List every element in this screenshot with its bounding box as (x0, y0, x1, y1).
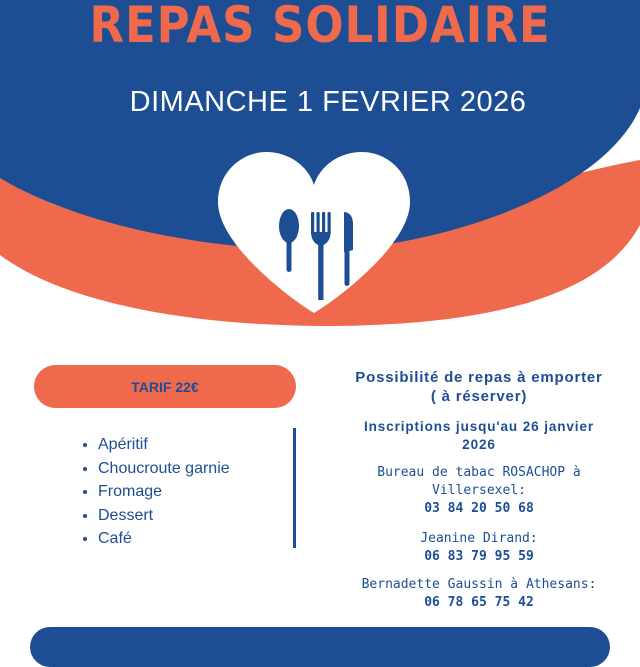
contact-jeanine (318, 530, 640, 566)
contact-tabac (318, 464, 640, 518)
menu-item: • Dessert (98, 504, 230, 528)
contact-location: Villersexel: (432, 483, 526, 498)
deadline-line: Inscriptions jusqu'au 26 janvier (363, 419, 595, 434)
menu-item: • Choucroute garnie (98, 457, 230, 481)
contact-name: Bureau de tabac ROSACHOP à (377, 465, 581, 480)
deadline-year: 2026 (462, 437, 496, 452)
contact-name: Bernadette Gaussin à Athesans: (361, 577, 597, 592)
contact-phone: 06 83 79 95 59 (424, 549, 534, 564)
tarif-badge (34, 365, 296, 408)
takeaway-note: ( à réserver) (430, 388, 528, 405)
contact-name: Jeanine Dirand: (420, 531, 538, 546)
takeaway-info (318, 368, 640, 406)
event-title: REPAS SOLIDAIRE (89, 0, 551, 54)
contact-bernadette (318, 576, 640, 612)
registration-deadline (318, 418, 640, 454)
footer-banner (30, 627, 610, 667)
contact-phone: 03 84 20 50 68 (424, 501, 534, 516)
column-divider (293, 428, 296, 548)
tarif-label: TARIF 22€ (131, 378, 199, 395)
menu-item: • Fromage (98, 480, 230, 504)
menu-item: • Apéritif (98, 433, 230, 457)
contact-phone: 06 78 65 75 42 (424, 595, 534, 610)
menu-item: • Café (98, 527, 230, 551)
takeaway-line: Possibilité de repas à emporter (355, 369, 603, 386)
event-date: DIMANCHE 1 FEVRIER 2026 (129, 86, 527, 118)
menu-list (80, 433, 230, 551)
